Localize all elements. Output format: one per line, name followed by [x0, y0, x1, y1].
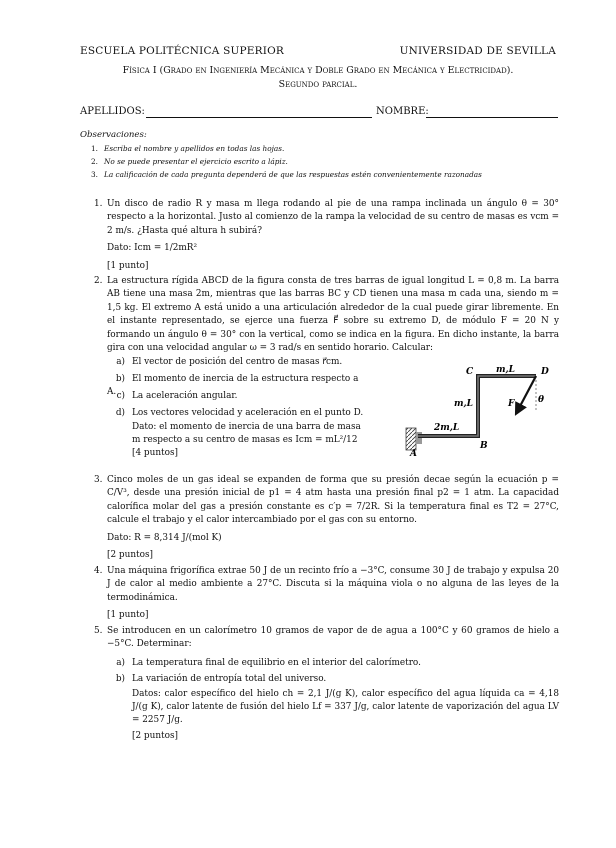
problem-1-dato: Dato: Icm = 1/2mR² [107, 243, 198, 254]
name-label: NOMBRE: [376, 106, 429, 117]
university-name: UNIVERSIDAD DE SEVILLA [399, 45, 556, 57]
problem-1-points: [1 punto] [107, 260, 149, 271]
course-title [80, 64, 556, 92]
bar-bc-label: m,L [454, 399, 473, 409]
problem-2-item-d: d) Los vectores velocidad y aceleración en el punto D. [115, 408, 364, 418]
observation-item: 1. Escriba el nombre y apellidos en todas las hojas. [91, 144, 285, 153]
wall-support [406, 428, 416, 450]
problem-5-item-a: a) La temperatura final de equilibrio en el interior del calorímetro. [116, 658, 421, 668]
problem-3-points: [2 puntos] [107, 550, 153, 561]
problem-5-dato: Datos: calor específico del hielo ch = 2,1 J/(g K), calor específico del agua líquida ca = 4,18 J/(g K), calor latente de fusión del hielo Lf = 337 J/g, calor latente de vaporización del agua LV = 2257 J/g. [132, 689, 559, 726]
observation-item: 3. La calificación de cada pregunta dependerá de que las respuestas estén convenientemente razonadas [91, 170, 482, 179]
problem-2-dato: Dato: el momento de inercia de una barra de masa m respecto a su centro de masas es Icm = mL²/12 [132, 422, 361, 445]
point-c-label: C [466, 367, 474, 377]
structure-figure [400, 360, 560, 460]
problem-5-points: [2 puntos] [132, 731, 178, 741]
problem-2-item-a: a) El vector de posición del centro de masas r⃗cm. [116, 357, 343, 367]
name-field[interactable] [426, 117, 558, 118]
problem-2-item-b: b) El momento de inercia de la estructura respecto a A. [107, 374, 359, 397]
bar-cd-label: m,L [496, 365, 515, 375]
problem-2-text: La estructura rígida ABCD de la figura consta de tres barras de igual longitud L = 0,8 m. La barra AB tiene una masa 2m, mientras que las barras BC y CD tienen una masa m cada una, siendo m = 1,5 kg. El extremo A está unido a una articulación alrededor de la cual puede girar libremente. En el instante representado, se ejerce una fuerza F⃗ sobre su extremo D, de módulo F = 20 N y formando un ángulo θ = 30° con la vertical, como se indica en la figura. En dicho instante, la barra gira con una velocidad angular ω = 3 rad/s en sentido horario. Calcular: [107, 276, 559, 354]
problem-2-points: [4 puntos] [132, 448, 178, 458]
problem-3-dato: Dato: R = 8,314 J/(mol K) [107, 532, 222, 543]
observation-item: 2. No se puede presentar el ejercicio escrito a lápiz. [91, 157, 288, 166]
course-line-2: Segundo parcial. [278, 79, 358, 90]
problem-2-item-c: c) La aceleración angular. [116, 391, 238, 401]
force-label: F [508, 399, 515, 409]
problem-1-text: Un disco de radio R y masa m llega rodando al pie de una rampa inclinada un ángulo θ = 30° respecto a la horizontal. Justo al comienzo de la rampa la velocidad de su centro de masas es vcm = 2 m/s. ¿Hasta qué altura h subirá? [107, 199, 559, 236]
exam-page: ESCUELA POLITÉCNICA SUPERIOR UNIVERSIDAD DE SEVILLA Física I (Grado en Ingeniería Mecánica y Doble Grado en Mecánica y Electricidad). Segundo parcial. APELLIDOS: NOMBRE: Observaciones: 1. Escriba el nombre y apellidos en todas las hojas. 2. No se puede presentar el ejercicio escrito a lápiz. 3. La calificación de cada pregunta dependerá de que las respuestas estén convenientemente razonadas 1. Un disco de radio R y masa m llega rodando al pie de una rampa inclinada un ángulo θ = 30° respecto a la horizontal. Justo al comienzo de la rampa la velocidad de su centro de masas es vcm = 2 m/s. ¿Hasta qué altura h subirá? Dato: Icm = 1/2mR² [1 punto] 2. La estructura rígida ABCD de la figura consta de tres barras de igual longitud L = 0,8 m. La barra AB tiene una masa 2m, mientras que las barras BC y CD tienen una masa m cada una, siendo m = 1,5 kg. El extremo A está unido a una articulación alrededor de la cual puede girar libremente. En el instante representado, se ejerce una fuerza F⃗ sobre su extremo D, de módulo F = 20 N y formando un ángulo θ = 30° con la vertical, como se indica en la figura. En dicho instante, la barra gira con una velocidad angular ω = 3 rad/s en sentido horario. Calcular: a) El vector de posición del centro de masas r⃗cm. b) El momento de inercia de la estructura respecto a A. c) La aceleración angular. d) Los vectores velocidad y aceleración en el punto D. Dato: el momento de inercia de una barra de masa m respecto a su centro de masas es Icm = mL²/12 [4 puntos] A B C D F θ 2m,L m,L m,L 3. Cinco moles de un gas ideal se expanden de forma que su presión decae según la ecuación p = C/V³, desde una presión inicial de p1 = 4 atm hasta una presión final p2 = 1 atm. La capacidad calorífica molar del gas a presión constante es c′p = 7/2R. Si la temperatura final es T2 = 27°C, calcule el trabajo y el calor intercambiado por el gas con su entorno. Dato: R = 8,314 J/(mol K) [2 puntos] 4. Una máquina frigorífica extrae 50 J de un recinto frío a −3°C, consume 30 J de trabajo y expulsa 20 J de calor al medio ambiente a 27°C. Discuta si la máquina viola o no alguna de las leyes de la termodinámica. [1 punto] 5. Se introducen en un calorímetro 10 gramos de vapor de de agua a 100°C y 60 gramos de hielo a −5°C. Determinar: a) La temperatura final de equilibrio en el interior del calorímetro. b) La variación de entropía total del universo. Datos: calor específico del hielo ch = 2,1 J/(g K), calor específico del agua líquida ca = 4,18 J/(g K), calor latente de fusión del hielo Lf = 337 J/g, calor latente de vaporización del agua LV = 2257 J/g. [2 puntos] [80, 45, 559, 741]
problem-5-item-b: b) La variación de entropía total del universo. [115, 674, 327, 684]
school-name: ESCUELA POLITÉCNICA SUPERIOR [80, 45, 285, 57]
theta-label: θ [538, 395, 545, 405]
problem-3-text: Cinco moles de un gas ideal se expanden de forma que su presión decae según la ecuación p = C/V³, desde una presión inicial de p1 = 4 atm hasta una presión final p2 = 1 atm. La capacidad calorífica molar del gas a presión constante es c′p = 7/2R. Si la temperatura final es T2 = 27°C, calcule el trabajo y el calor intercambiado por el gas con su entorno. [107, 475, 559, 526]
point-a-label: A [410, 449, 417, 459]
problem-4-points: [1 punto] [107, 610, 149, 621]
problem-4-text: Una máquina frigorífica extrae 50 J de un recinto frío a −3°C, consume 30 J de trabajo y expulsa 20 J de calor al medio ambiente a 27°C. Discuta si la máquina viola o no alguna de las leyes de la termodinámica. [107, 566, 559, 603]
force-arrow [518, 376, 536, 410]
point-b-label: B [480, 441, 488, 451]
observations-title: Observaciones: [80, 130, 147, 140]
problem-5-text: Se introducen en un calorímetro 10 gramos de vapor de de agua a 100°C y 60 gramos de hielo a −5°C. Determinar: [107, 626, 559, 650]
surname-label: APELLIDOS: [80, 106, 145, 117]
student-fields [80, 106, 558, 120]
point-d-label: D [541, 367, 549, 377]
surname-field[interactable] [146, 117, 372, 118]
course-line-1: Física I (Grado en Ingeniería Mecánica y Doble Grado en Mecánica y Electricidad). [122, 65, 514, 76]
bar-ab-label: 2m,L [434, 423, 460, 433]
